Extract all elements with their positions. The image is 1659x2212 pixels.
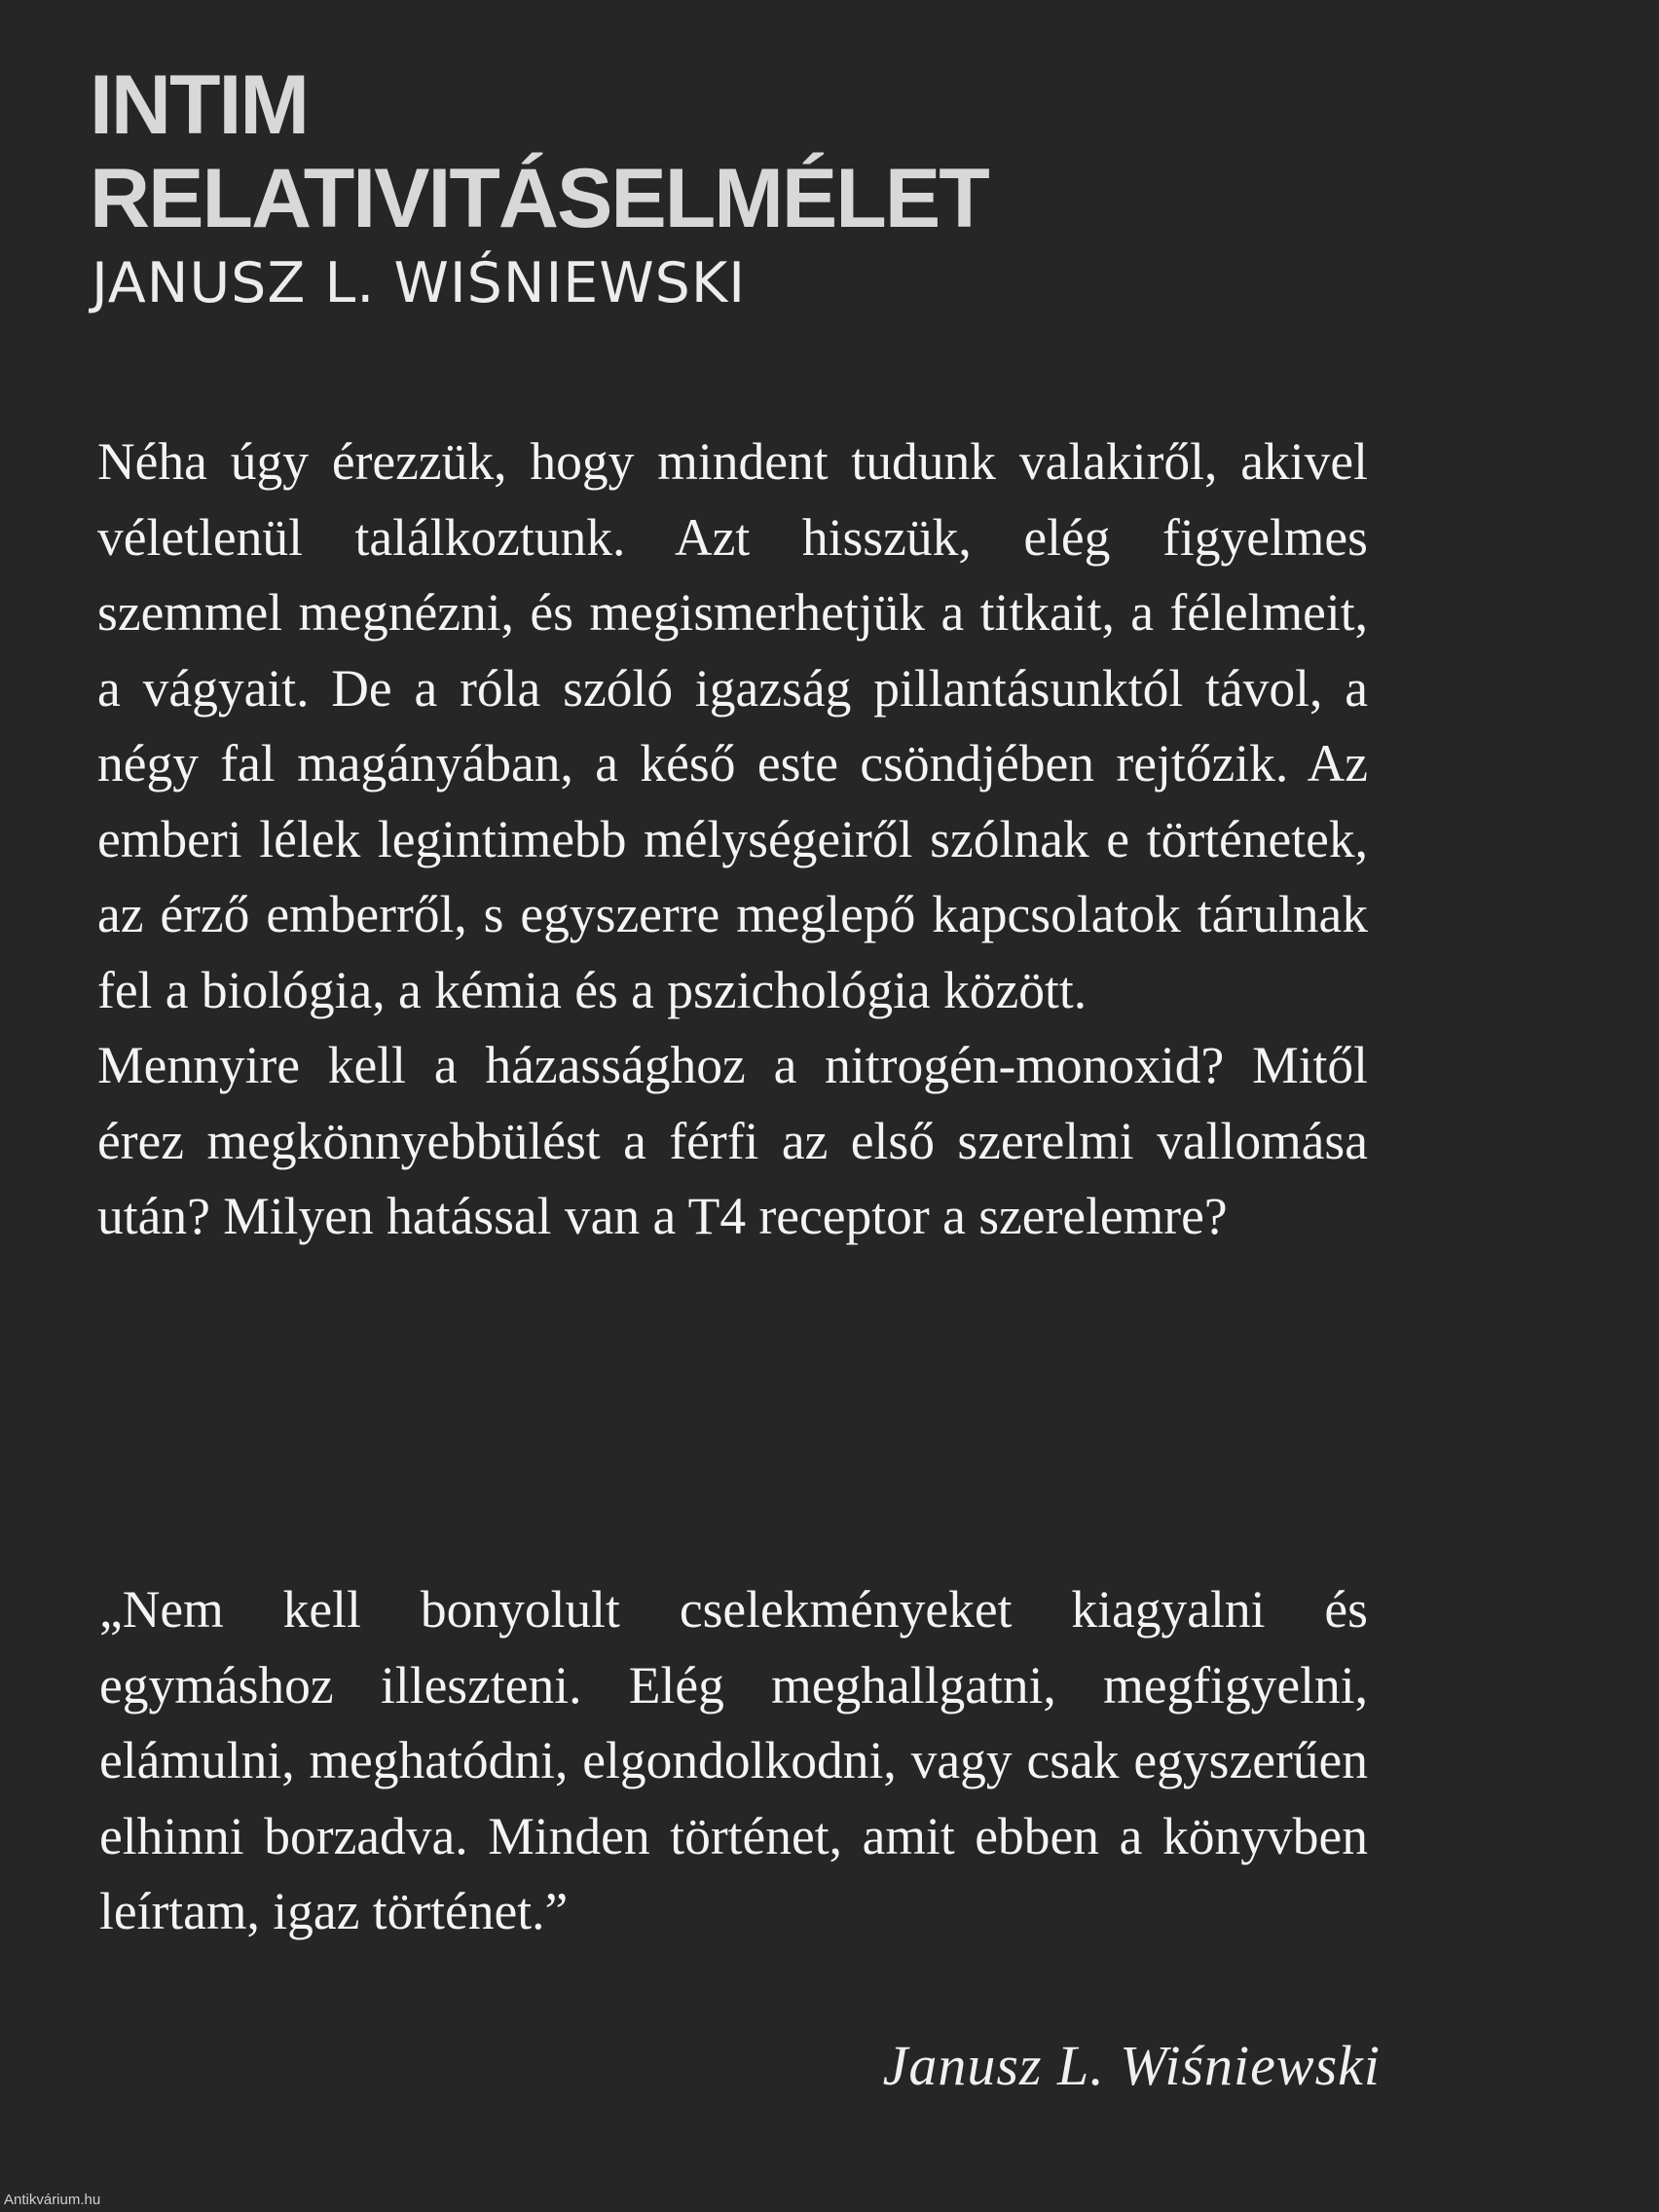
author-name: JANUSZ L. WIŚNIEWSKI xyxy=(92,251,747,315)
book-title xyxy=(90,58,988,245)
watermark: Antikvárium.hu xyxy=(4,2192,101,2208)
author-quote: „Nem kell bonyolult cselekményeket kiagyalni és egymáshoz illeszteni. Elég meghallgatni, megfigyelni, elámulni, meghatódni, elgondolkodni, vagy csak egyszerűen elhinni borzadva. Minden történet, amit ebben a könyvben leírtam, igaz történet.” xyxy=(99,1580,1368,1940)
blurb xyxy=(97,424,1368,1255)
blurb-paragraph-1: Néha úgy érezzük, hogy mindent tudunk valakiről, akivel véletlenül találkoztunk. Azt hisszük, elég figyelmes szemmel megnézni, és megismerhetjük a titkait, a félelmeit, a vágyait. De a róla szóló igazság pillantásunktól távol, a négy fal magányában, a késő este csöndjében rejtőzik. Az emberi lélek legintimebb mélységeiről szólnak e történetek, az érző emberről, s egyszerre meglepő kapcsolatok tárulnak fel a biológia, a kémia és a pszichológia között. xyxy=(97,432,1368,1019)
book-title-line-1: INTIM xyxy=(90,58,309,152)
quote-signature: Janusz L. Wiśniewski xyxy=(882,2034,1381,2097)
blurb-paragraph-2: Mennyire kell a házassághoz a nitrogén-monoxid? Mitől érez megkönnyebbülést a férfi az első szerelmi vallomása után? Milyen hatással van a T4 receptor a szerelemre? xyxy=(97,1036,1368,1245)
book-title-line-2: RELATIVITÁSELMÉLET xyxy=(90,152,988,245)
